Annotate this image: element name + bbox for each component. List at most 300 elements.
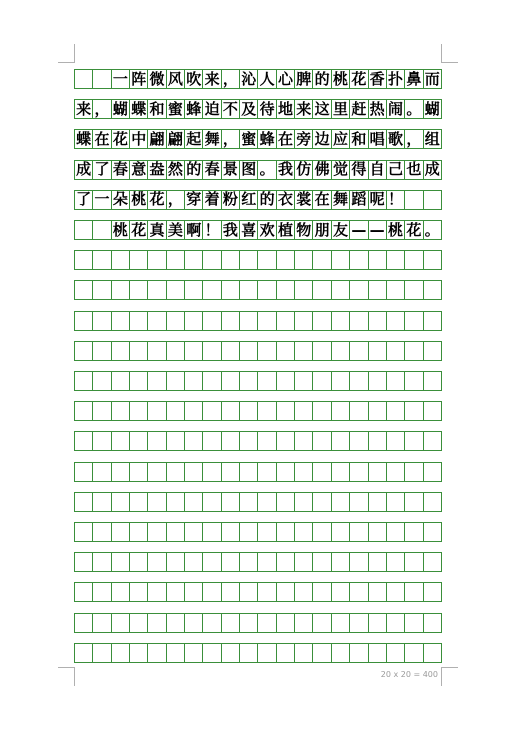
grid-cell — [277, 614, 295, 632]
grid-cell — [167, 402, 185, 420]
grid-cell — [295, 463, 313, 481]
grid-cell: 旁 — [295, 130, 313, 148]
grid-cell: ！ — [203, 221, 221, 239]
grid-cell — [258, 644, 276, 662]
grid-cell — [185, 523, 203, 541]
grid-cell — [112, 281, 130, 299]
grid-cell — [369, 553, 387, 571]
grid-cell — [258, 583, 276, 601]
grid-cell — [203, 463, 221, 481]
grid-cell — [258, 432, 276, 450]
grid-cell — [332, 372, 350, 390]
grid-cell — [387, 402, 405, 420]
grid-cell — [167, 644, 185, 662]
grid-cell: 翩 — [148, 130, 166, 148]
grid-cell: 来 — [203, 70, 221, 88]
grid-cell — [332, 402, 350, 420]
grid-cell: 沁 — [240, 70, 258, 88]
grid-cell — [350, 402, 368, 420]
grid-cell — [332, 644, 350, 662]
grid-cell: 不 — [222, 100, 240, 118]
grid-cell — [313, 463, 331, 481]
grid-cell — [350, 342, 368, 360]
grid-cell — [148, 583, 166, 601]
grid-cell — [203, 281, 221, 299]
grid-cell — [369, 312, 387, 330]
grid-cell — [277, 312, 295, 330]
grid-cell — [222, 614, 240, 632]
grid-cell: 赶 — [350, 100, 368, 118]
grid-cell — [424, 644, 443, 662]
grid-cell — [93, 251, 111, 269]
grid-cell: 桃 — [387, 221, 405, 239]
grid-cell — [350, 553, 368, 571]
grid-cell: 仿 — [295, 161, 313, 179]
grid-cell — [130, 402, 148, 420]
grid-cell — [240, 402, 258, 420]
grid-cell: 热 — [369, 100, 387, 118]
grid-cell — [387, 372, 405, 390]
grid-cell: 蝶 — [75, 130, 93, 148]
grid-cell: — — [350, 221, 368, 239]
grid-counter: 20 x 20 = 400 — [380, 670, 438, 679]
grid-cell — [424, 583, 443, 601]
grid-cell: 喜 — [240, 221, 258, 239]
crop-mark-top-right-vertical — [441, 44, 442, 62]
grid-cell: 人 — [258, 70, 276, 88]
grid-cell: 朋 — [313, 221, 331, 239]
grid-cell — [258, 463, 276, 481]
grid-cell — [424, 402, 443, 420]
grid-cell: 了 — [75, 191, 93, 209]
grid-cell — [424, 493, 443, 511]
grid-cell: 在 — [313, 191, 331, 209]
grid-cell — [424, 372, 443, 390]
grid-cell — [369, 281, 387, 299]
grid-cell — [405, 312, 423, 330]
grid-cell — [277, 342, 295, 360]
grid-cell: 蝴 — [112, 100, 130, 118]
grid-cell — [75, 342, 93, 360]
grid-cell — [405, 614, 423, 632]
grid-cell — [130, 493, 148, 511]
grid-cell: 花 — [112, 130, 130, 148]
grid-cell — [112, 463, 130, 481]
grid-cell: 的 — [313, 70, 331, 88]
grid-cell: 朵 — [112, 191, 130, 209]
grid-cell — [258, 493, 276, 511]
grid-cell — [258, 553, 276, 571]
grid-cell: 里 — [332, 100, 350, 118]
grid-cell — [258, 614, 276, 632]
grid-cell — [313, 402, 331, 420]
grid-cell — [203, 402, 221, 420]
grid-cell — [313, 372, 331, 390]
grid-cell — [332, 312, 350, 330]
grid-cell: 花 — [350, 70, 368, 88]
grid-cell — [387, 644, 405, 662]
grid-row — [74, 401, 442, 421]
crop-mark-bottom-right-horizontal — [441, 667, 458, 668]
grid-cell — [93, 432, 111, 450]
grid-cell: 舞 — [203, 130, 221, 148]
grid-cell — [332, 583, 350, 601]
grid-cell — [350, 644, 368, 662]
grid-cell: ， — [93, 100, 111, 118]
grid-cell — [369, 463, 387, 481]
grid-cell — [240, 372, 258, 390]
grid-cell — [295, 342, 313, 360]
grid-cell — [167, 372, 185, 390]
grid-cell — [405, 342, 423, 360]
grid-cell: 觉 — [332, 161, 350, 179]
grid-cell — [295, 432, 313, 450]
grid-cell: 及 — [240, 100, 258, 118]
grid-cell — [405, 644, 423, 662]
grid-cell: 了 — [93, 161, 111, 179]
grid-cell: 唱 — [369, 130, 387, 148]
grid-cell — [240, 493, 258, 511]
grid-cell — [112, 523, 130, 541]
grid-cell: 心 — [277, 70, 295, 88]
grid-cell — [369, 342, 387, 360]
grid-cell: 蜂 — [185, 100, 203, 118]
grid-cell — [222, 281, 240, 299]
grid-cell — [240, 432, 258, 450]
grid-cell: 欢 — [258, 221, 276, 239]
grid-cell — [148, 281, 166, 299]
grid-cell — [313, 251, 331, 269]
grid-cell — [148, 342, 166, 360]
grid-cell — [295, 281, 313, 299]
grid-row — [74, 371, 442, 391]
grid-cell: ， — [222, 130, 240, 148]
grid-cell — [277, 493, 295, 511]
grid-cell — [387, 523, 405, 541]
grid-cell — [424, 523, 443, 541]
grid-cell — [203, 614, 221, 632]
grid-cell — [277, 463, 295, 481]
grid-cell — [185, 312, 203, 330]
grid-cell: 蜜 — [240, 130, 258, 148]
grid-cell — [185, 281, 203, 299]
grid-cell — [387, 553, 405, 571]
grid-cell: 来 — [75, 100, 93, 118]
grid-cell — [93, 614, 111, 632]
grid-cell — [75, 402, 93, 420]
grid-cell — [75, 644, 93, 662]
grid-cell — [112, 251, 130, 269]
grid-cell — [332, 553, 350, 571]
grid-cell — [112, 342, 130, 360]
grid-cell — [332, 251, 350, 269]
grid-cell: 翩 — [167, 130, 185, 148]
grid-cell — [222, 432, 240, 450]
grid-cell — [332, 281, 350, 299]
grid-cell — [387, 614, 405, 632]
grid-cell — [277, 644, 295, 662]
grid-cell — [130, 523, 148, 541]
grid-cell — [350, 251, 368, 269]
grid-cell — [75, 312, 93, 330]
grid-cell — [277, 432, 295, 450]
grid-cell — [313, 553, 331, 571]
grid-row — [74, 522, 442, 542]
grid-cell — [313, 523, 331, 541]
grid-cell — [295, 372, 313, 390]
grid-cell — [185, 372, 203, 390]
grid-cell — [295, 251, 313, 269]
grid-cell — [240, 553, 258, 571]
grid-cell: 和 — [350, 130, 368, 148]
grid-cell — [112, 312, 130, 330]
grid-cell — [424, 553, 443, 571]
grid-cell — [148, 614, 166, 632]
grid-cell — [350, 432, 368, 450]
grid-cell: 桃 — [130, 191, 148, 209]
grid-cell — [240, 281, 258, 299]
grid-cell — [424, 614, 443, 632]
grid-cell: 。 — [258, 161, 276, 179]
grid-cell — [350, 614, 368, 632]
grid-cell — [240, 644, 258, 662]
grid-cell: 应 — [332, 130, 350, 148]
grid-cell — [148, 463, 166, 481]
crop-mark-bottom-left-horizontal — [58, 667, 75, 668]
grid-cell: 微 — [148, 70, 166, 88]
grid-cell: 。 — [424, 221, 443, 239]
grid-cell — [93, 281, 111, 299]
grid-cell — [185, 614, 203, 632]
grid-cell: 红 — [240, 191, 258, 209]
grid-cell: 的 — [185, 161, 203, 179]
grid-cell — [332, 432, 350, 450]
grid-cell — [130, 644, 148, 662]
grid-cell — [75, 553, 93, 571]
grid-cell — [313, 281, 331, 299]
grid-cell — [130, 463, 148, 481]
grid-cell — [112, 402, 130, 420]
grid-cell — [369, 493, 387, 511]
grid-cell: 己 — [387, 161, 405, 179]
grid-cell — [277, 281, 295, 299]
grid-cell — [313, 614, 331, 632]
grid-cell — [93, 644, 111, 662]
grid-cell — [313, 312, 331, 330]
grid-cell: 和 — [148, 100, 166, 118]
grid-cell — [167, 312, 185, 330]
grid-cell — [167, 281, 185, 299]
grid-row — [74, 462, 442, 482]
grid-cell: 裳 — [295, 191, 313, 209]
grid-cell — [75, 251, 93, 269]
grid-cell — [332, 614, 350, 632]
grid-cell — [277, 583, 295, 601]
grid-cell: 一 — [112, 70, 130, 88]
grid-cell — [405, 251, 423, 269]
grid-cell — [75, 493, 93, 511]
grid-cell — [148, 251, 166, 269]
grid-cell — [167, 523, 185, 541]
grid-cell — [424, 312, 443, 330]
grid-cell — [258, 281, 276, 299]
grid-cell: 自 — [369, 161, 387, 179]
grid-row — [74, 311, 442, 331]
grid-cell — [148, 312, 166, 330]
grid-cell — [130, 372, 148, 390]
grid-cell — [387, 342, 405, 360]
grid-cell — [75, 372, 93, 390]
grid-cell — [295, 493, 313, 511]
grid-cell — [313, 493, 331, 511]
grid-cell — [424, 191, 443, 209]
grid-cell — [350, 523, 368, 541]
grid-cell — [130, 342, 148, 360]
grid-cell: 桃 — [332, 70, 350, 88]
grid-cell — [258, 251, 276, 269]
grid-cell — [148, 553, 166, 571]
grid-cell — [295, 523, 313, 541]
grid-cell: 边 — [313, 130, 331, 148]
grid-cell: 春 — [112, 161, 130, 179]
grid-row — [74, 69, 442, 89]
grid-cell: 我 — [222, 221, 240, 239]
grid-cell — [295, 614, 313, 632]
grid-cell — [258, 372, 276, 390]
grid-cell: 蝶 — [130, 100, 148, 118]
grid-cell — [93, 402, 111, 420]
grid-cell: ， — [405, 130, 423, 148]
grid-cell — [387, 463, 405, 481]
grid-cell — [277, 251, 295, 269]
grid-cell — [277, 553, 295, 571]
crop-mark-top-left-horizontal — [58, 62, 75, 63]
grid-cell: 歌 — [387, 130, 405, 148]
grid-cell — [75, 523, 93, 541]
grid-cell — [222, 553, 240, 571]
grid-cell — [295, 312, 313, 330]
grid-row — [74, 250, 442, 270]
grid-cell — [130, 553, 148, 571]
grid-cell — [148, 372, 166, 390]
grid-cell — [240, 614, 258, 632]
grid-cell — [93, 493, 111, 511]
grid-cell — [350, 493, 368, 511]
grid-row — [74, 99, 442, 119]
grid-cell — [258, 523, 276, 541]
grid-cell — [295, 644, 313, 662]
grid-cell — [277, 402, 295, 420]
grid-cell — [167, 342, 185, 360]
grid-cell — [203, 312, 221, 330]
grid-cell — [387, 312, 405, 330]
grid-cell — [93, 312, 111, 330]
grid-cell — [222, 402, 240, 420]
grid-cell: 植 — [277, 221, 295, 239]
grid-cell — [277, 523, 295, 541]
grid-row — [74, 643, 442, 663]
grid-cell — [405, 493, 423, 511]
grid-cell — [350, 312, 368, 330]
grid-cell — [167, 553, 185, 571]
grid-cell — [185, 432, 203, 450]
grid-cell: 的 — [258, 191, 276, 209]
grid-cell: 迫 — [203, 100, 221, 118]
grid-cell: 蹈 — [350, 191, 368, 209]
grid-cell: — — [369, 221, 387, 239]
grid-cell — [130, 312, 148, 330]
grid-cell: 闹 — [387, 100, 405, 118]
grid-cell — [167, 583, 185, 601]
grid-cell — [203, 523, 221, 541]
grid-cell — [313, 644, 331, 662]
grid-cell — [130, 432, 148, 450]
grid-cell — [332, 523, 350, 541]
grid-cell: 成 — [75, 161, 93, 179]
grid-cell: 也 — [405, 161, 423, 179]
grid-cell — [130, 251, 148, 269]
grid-cell — [350, 463, 368, 481]
grid-cell: 桃 — [112, 221, 130, 239]
grid-cell — [332, 463, 350, 481]
grid-cell — [75, 432, 93, 450]
grid-cell: 。 — [405, 100, 423, 118]
grid-cell — [112, 644, 130, 662]
grid-row — [74, 190, 442, 210]
grid-cell — [112, 583, 130, 601]
grid-cell — [387, 251, 405, 269]
grid-cell: 一 — [93, 191, 111, 209]
grid-cell — [277, 372, 295, 390]
grid-cell — [369, 583, 387, 601]
grid-cell — [387, 281, 405, 299]
grid-cell: 呢 — [369, 191, 387, 209]
grid-cell — [203, 342, 221, 360]
grid-cell — [332, 493, 350, 511]
grid-cell — [405, 432, 423, 450]
grid-cell — [93, 342, 111, 360]
grid-cell — [75, 463, 93, 481]
grid-cell: 啊 — [185, 221, 203, 239]
grid-cell: 蜂 — [258, 130, 276, 148]
grid-cell — [424, 281, 443, 299]
grid-cell: 鼻 — [405, 70, 423, 88]
grid-cell: 组 — [424, 130, 443, 148]
grid-cell — [240, 523, 258, 541]
grid-cell — [295, 402, 313, 420]
grid-cell — [350, 281, 368, 299]
grid-cell: 起 — [185, 130, 203, 148]
grid-row — [74, 492, 442, 512]
grid-cell — [222, 523, 240, 541]
grid-row — [74, 341, 442, 361]
grid-cell — [93, 553, 111, 571]
grid-cell — [112, 493, 130, 511]
grid-cell — [75, 221, 93, 239]
grid-row — [74, 220, 442, 240]
grid-cell — [203, 493, 221, 511]
grid-cell: 蝴 — [424, 100, 443, 118]
grid-cell — [148, 493, 166, 511]
grid-cell — [350, 583, 368, 601]
grid-cell — [405, 463, 423, 481]
grid-cell: 来 — [295, 100, 313, 118]
grid-cell — [185, 493, 203, 511]
grid-cell — [203, 432, 221, 450]
grid-cell — [222, 583, 240, 601]
grid-row — [74, 613, 442, 633]
grid-cell: 花 — [148, 191, 166, 209]
